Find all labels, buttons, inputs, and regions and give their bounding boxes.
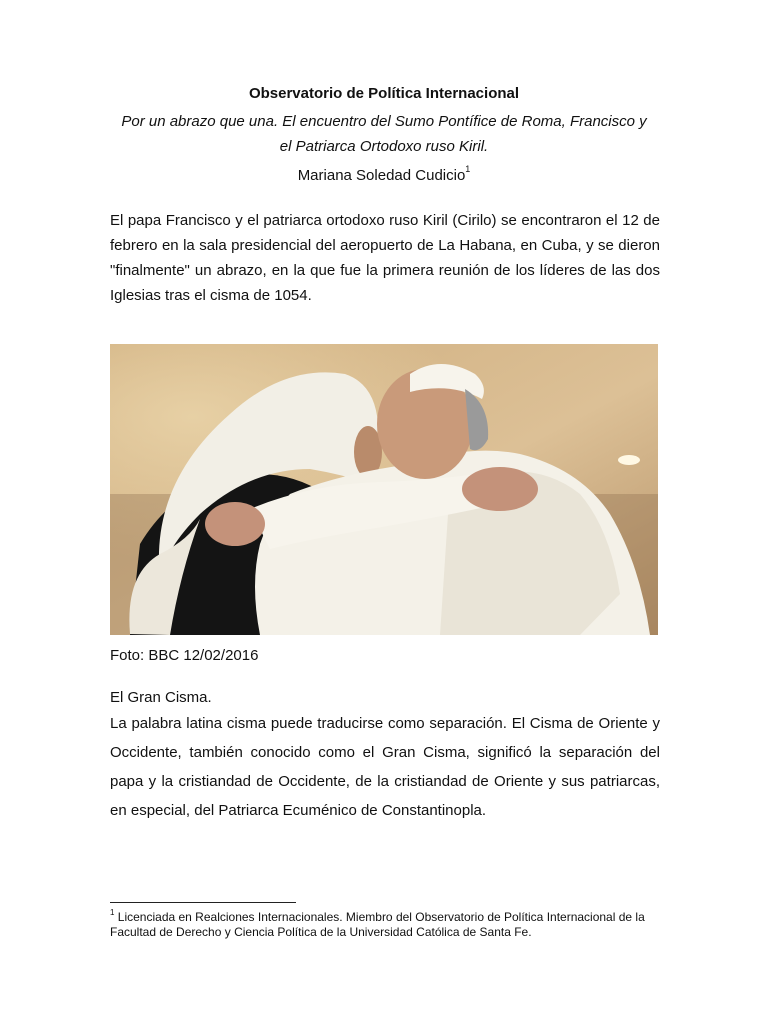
- embrace-photo: [110, 344, 658, 635]
- document-title: Observatorio de Política Internacional: [248, 85, 520, 102]
- photo-embrace-icon: [110, 344, 658, 635]
- author-line: [100, 159, 668, 188]
- document-subtitle: [100, 109, 668, 159]
- author-name: Mariana Soledad Cudicio: [297, 167, 466, 184]
- footnote-ref: 1: [110, 908, 115, 917]
- intro-paragraph: El papa Francisco y el patriarca ortodoxo ruso Kiril (Cirilo) se encontraron el 12 de febrero en la sala presidencial del aeropuerto de La Habana, en Cuba, y se dieron "finalmente" un abrazo, en la que fue la primera reunión de los líderes de las dos Iglesias tras el cisma de 1054.: [110, 212, 660, 304]
- footnote-text: Licenciada en Realciones Internacionales. Miembro del Observatorio de Política Internacional de la Facultad de Derecho y Ciencia Política de la Universidad Católica de Santa Fe.: [110, 910, 645, 939]
- subtitle-line-2: el Patriarca Ortodoxo ruso Kiril.: [279, 138, 489, 155]
- section-paragraph: La palabra latina cisma puede traducirse como separación. El Cisma de Oriente y Occidente, también conocido como el Gran Cisma, significó la separación del papa y la cristiandad de Occidente, de la cristiandad de Oriente y sus patriarcas, en especial, del Patriarca Ecuménico de Constantinopla.: [110, 715, 660, 819]
- document-header: [100, 84, 668, 188]
- subtitle-line-1: Por un abrazo que una. El encuentro del Sumo Pontífice de Roma, Francisco y: [121, 113, 647, 130]
- footnote-divider: [110, 902, 296, 903]
- photo-caption: Foto: BBC 12/02/2016: [110, 647, 259, 664]
- author-footnote-ref: 1: [465, 164, 471, 174]
- section-heading: El Gran Cisma.: [110, 689, 212, 706]
- footnote: [110, 906, 662, 940]
